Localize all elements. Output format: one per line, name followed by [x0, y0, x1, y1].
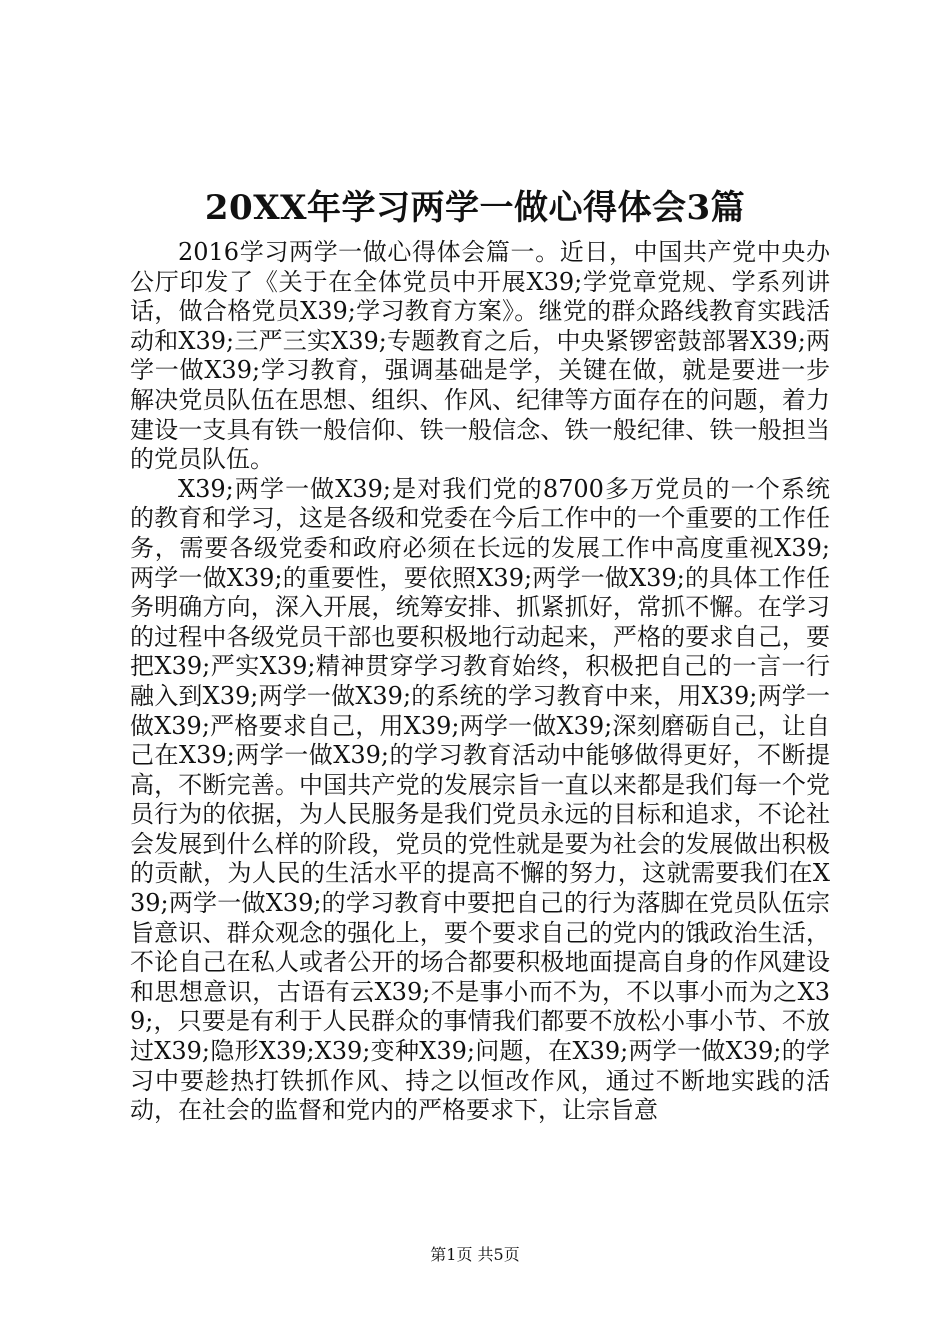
document-body — [130, 238, 830, 1126]
paragraph-1: 2016学习两学一做心得体会篇一。近日，中国共产党中央办公厅印发了《关于在全体党员中开展X39;学党章党规、学系列讲话，做合格党员X39;学习教育方案》。继党的群众路线教育实践活动和X39;三严三实X39;专题教育之后，中央紧锣密鼓部署X39;两学一做X39;学习教育，强调基础是学，关键在做，就是要进一步解决党员队伍在思想、组织、作风、纪律等方面存在的问题，着力建设一支具有铁一般信仰、铁一般信念、铁一般纪律、铁一般担当的党员队伍。 — [130, 238, 830, 474]
paragraph-2: X39;两学一做X39;是对我们党的8700多万党员的一个系统的教育和学习，这是各级和党委在今后工作中的一个重要的工作任务，需要各级党委和政府必须在长远的发展工作中高度重视X39;两学一做X39;的重要性，要依照X39;两学一做X39;的具体工作任务明确方向，深入开展，统筹安排、抓紧抓好，常抓不懈。在学习的过程中各级党员干部也要积极地行动起来，严格的要求自己，要把X39;严实X39;精神贯穿学习教育始终，积极把自己的一言一行融入到X39;两学一做X39;的系统的学习教育中来，用X39;两学一做X39;严格要求自己，用X39;两学一做X39;深刻磨砺自己，让自己在X39;两学一做X39;的学习教育活动中能够做得更好，不断提高，不断完善。中国共产党的发展宗旨一直以来都是我们每一个党员行为的依据，为人民服务是我们党员永远的目标和追求，不论社会发展到什么样的阶段，党员的党性就是要为社会的发展做出积极的贡献，为人民的生活水平的提高不懈的努力，这就需要我们在X39;两学一做X39;的学习教育中要把自己的行为落脚在党员队伍宗旨意识、群众观念的强化上，要个要求自己的党内的饿政治生活，不论自己在私人或者公开的场合都要积极地面提高自身的作风建设和思想意识，古语有云X39;不是事小而不为，不以事小而为之X39;，只要是有利于人民群众的事情我们都要不放松小事小节、不放过X39;隐形X39;X39;变种X39;问题，在X39;两学一做X39;的学习中要趁热打铁抓作风、持之以恒改作风，通过不断地实践的活动，在社会的监督和党内的严格要求下，让宗旨意 — [130, 474, 830, 1125]
page-number-footer: 第1页 共5页 — [430, 1245, 520, 1264]
document-title: 20XX年学习两学一做心得体会3篇 — [204, 188, 746, 228]
